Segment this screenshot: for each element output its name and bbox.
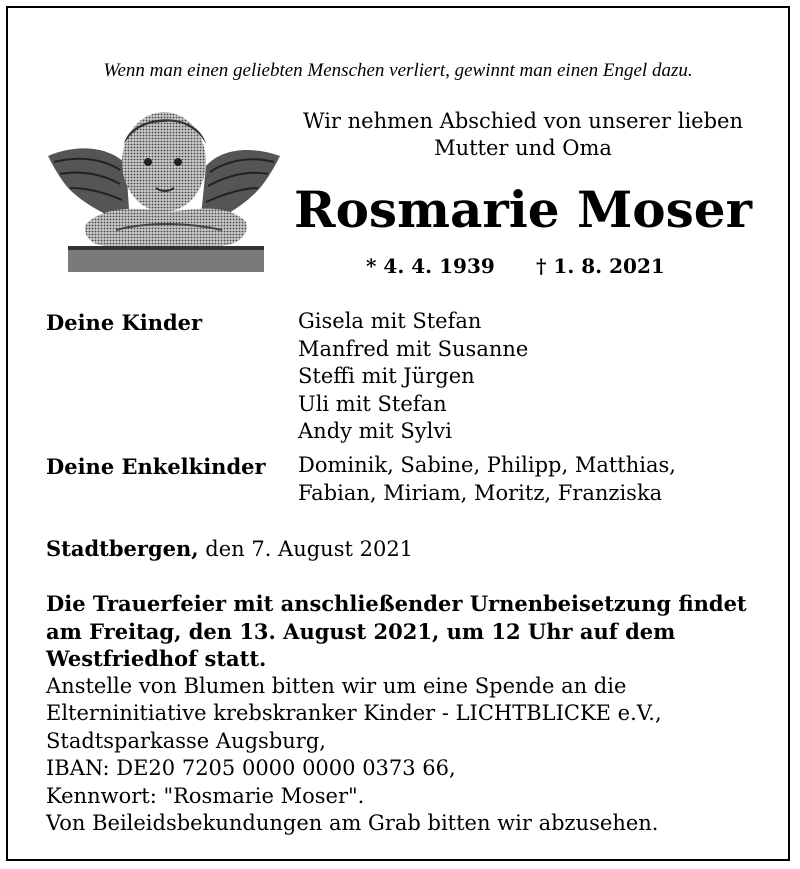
donation-line: Elterninitiative krebskranker Kinder - LICHTBLICKE e.V., xyxy=(46,701,662,725)
grandchildren-label: Deine Enkelkinder xyxy=(46,454,266,479)
funeral-notice xyxy=(46,590,747,838)
list-item: Gisela mit Stefan xyxy=(298,309,482,333)
ceremony-line: Die Trauerfeier mit anschließender Urnenbeisetzung findet xyxy=(46,591,747,616)
birth-date: * 4. 4. 1939 xyxy=(366,254,495,278)
donation-line: Kennwort: "Rosmarie Moser". xyxy=(46,783,365,808)
list-item: Andy mit Sylvi xyxy=(298,419,452,443)
list-item: Uli mit Stefan xyxy=(298,391,447,416)
obituary-notice xyxy=(6,6,790,861)
intro-line-1: Wir nehmen Abschied von unserer lieben xyxy=(303,109,743,133)
donation-line: Stadtsparkasse Augsburg, xyxy=(46,728,326,753)
ceremony-line: am Freitag, den 13. August 2021, um 12 Uhr auf dem xyxy=(46,618,676,644)
intro-text xyxy=(278,108,768,162)
donation-line: Anstelle von Blumen bitten wir um eine Spende an die xyxy=(46,673,627,698)
donation-line: Von Beileidsbekundungen am Grab bitten wir abzusehen. xyxy=(46,811,659,835)
motto: Wenn man einen geliebten Menschen verliert, gewinnt man einen Engel dazu. xyxy=(103,60,693,81)
death-date: † 1. 8. 2021 xyxy=(536,254,665,278)
deceased-name: Rosmarie Moser xyxy=(294,180,752,239)
notice-date: den 7. August 2021 xyxy=(198,537,414,561)
place-date xyxy=(46,536,413,561)
place: Stadtbergen, xyxy=(46,536,199,561)
intro-line-2: Mutter und Oma xyxy=(434,136,612,160)
children-list xyxy=(298,308,528,446)
cherub-illustration xyxy=(46,104,282,276)
grandchildren-list xyxy=(298,452,676,507)
list-item: Manfred mit Susanne xyxy=(298,336,529,361)
list-item: Dominik, Sabine, Philipp, Matthias, xyxy=(298,453,676,477)
list-item: Fabian, Miriam, Moritz, Franziska xyxy=(298,480,663,505)
children-label: Deine Kinder xyxy=(46,310,203,335)
donation-line: IBAN: DE20 7205 0000 0000 0373 66, xyxy=(46,756,456,780)
ceremony-line: Westfriedhof statt. xyxy=(46,646,267,671)
list-item: Steffi mit Jürgen xyxy=(298,364,475,388)
